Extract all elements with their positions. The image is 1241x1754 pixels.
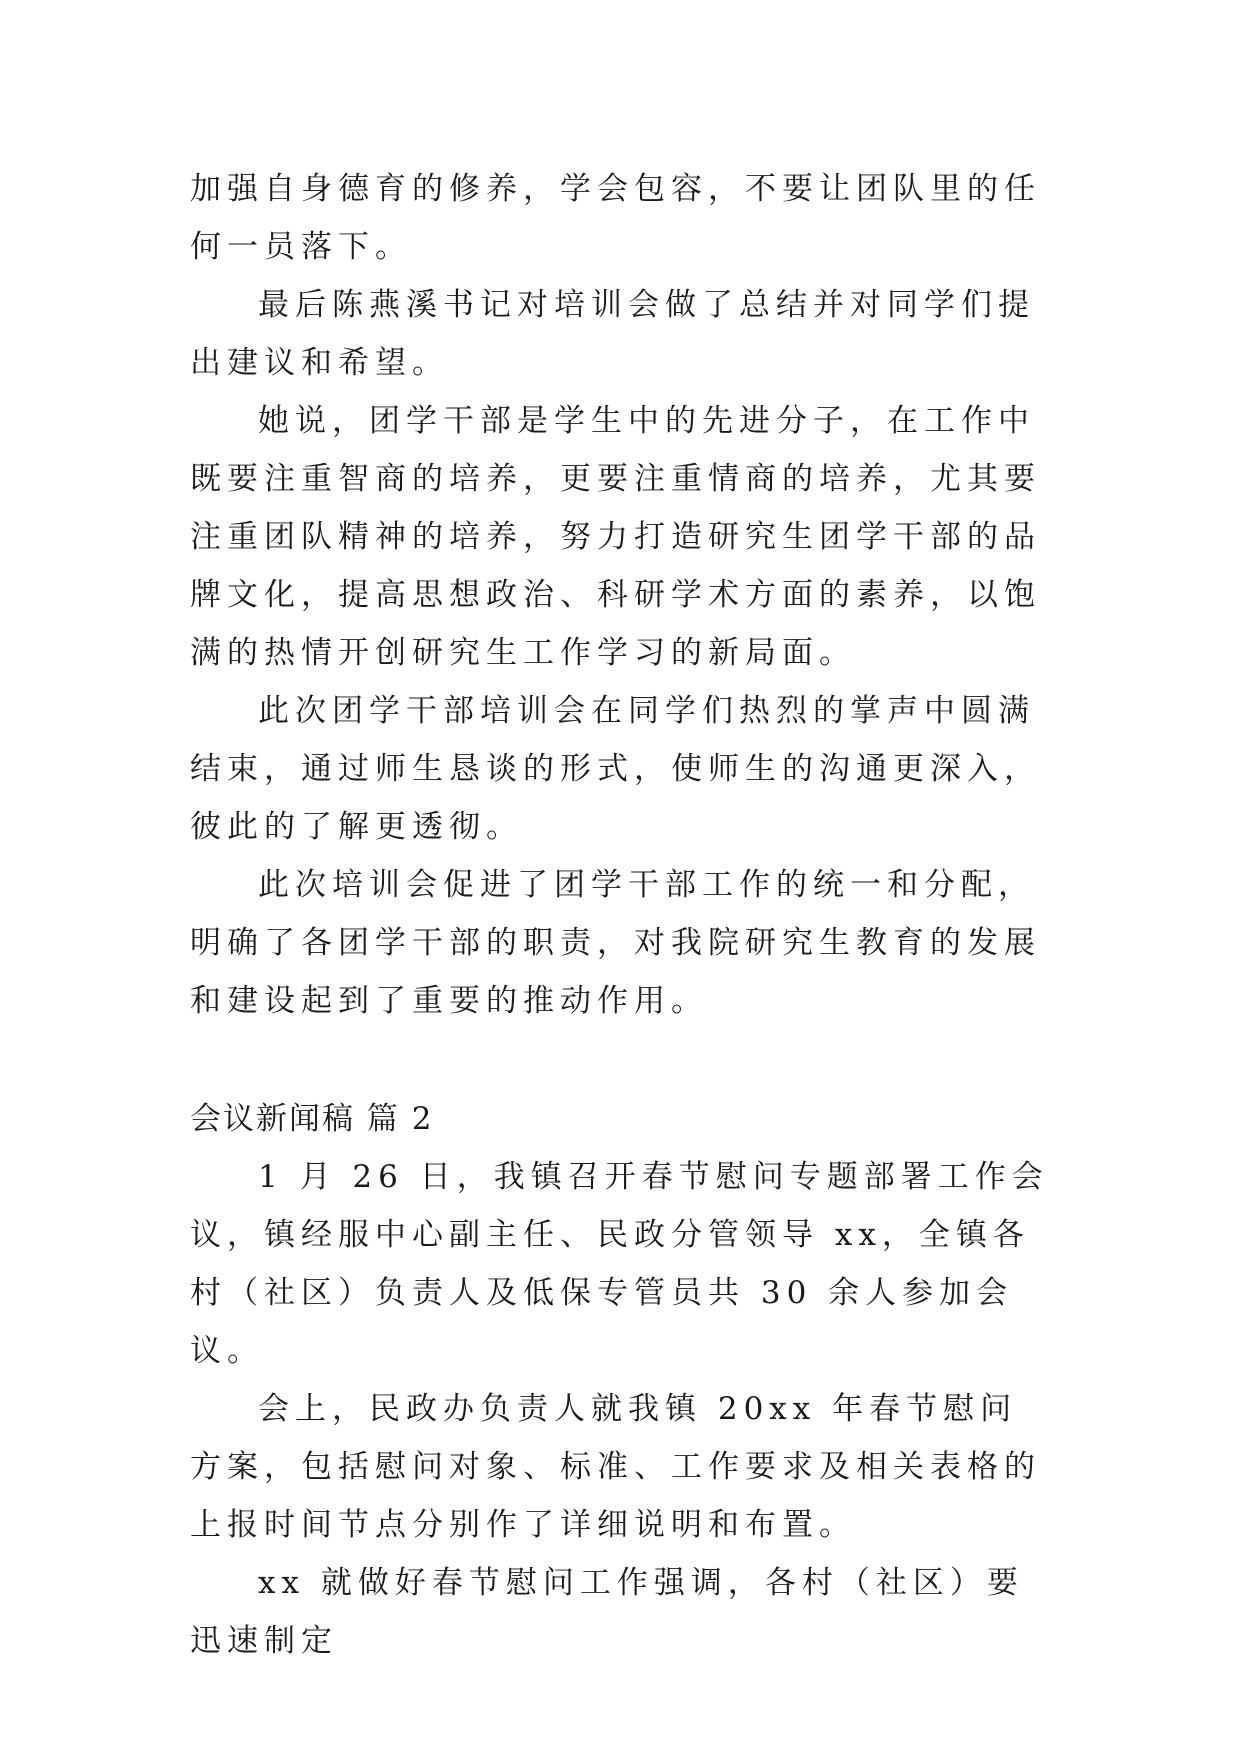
paragraph: 此次培训会促进了团学干部工作的统一和分配，明确了各团学干部的职责，对我院研究生教育的发展和建设起到了重要的推动作用。 [190,867,1041,1019]
section-heading: 会议新闻稿 篇 2 [190,1101,434,1137]
paragraph: xx 就做好春节慰问工作强调，各村（社区）要迅速制定 [190,1565,1024,1659]
paragraph: 她说，团学干部是学生中的先进分子，在工作中既要注重智商的培养，更要注重情商的培养，尤其要注重团队精神的培养，努力打造研究生团学干部的品牌文化，提高思想政治、科研学术方面的素养，以饱满的热情开创研究生工作学习的新局面。 [190,403,1041,671]
paragraph: 1 月 26 日，我镇召开春节慰问专题部署工作会议，镇经服中心副主任、民政分管领导 xx，全镇各村（社区）负责人及低保专管员共 30 余人参加会议。 [190,1159,1049,1369]
paragraph: 此次团学干部培训会在同学们热烈的掌声中圆满结束，通过师生恳谈的形式，使师生的沟通更深入，彼此的了解更透彻。 [190,693,1041,845]
paragraph-continued: 加强自身德育的修养，学会包容，不要让团队里的任何一员落下。 [190,171,1041,265]
paragraph: 会上，民政办负责人就我镇 20xx 年春节慰问方案，包括慰问对象、标准、工作要求及相关表格的上报时间节点分别作了详细说明和布置。 [190,1391,1041,1543]
document-body [190,160,1050,1670]
paragraph: 最后陈燕溪书记对培训会做了总结并对同学们提出建议和希望。 [190,287,1035,381]
